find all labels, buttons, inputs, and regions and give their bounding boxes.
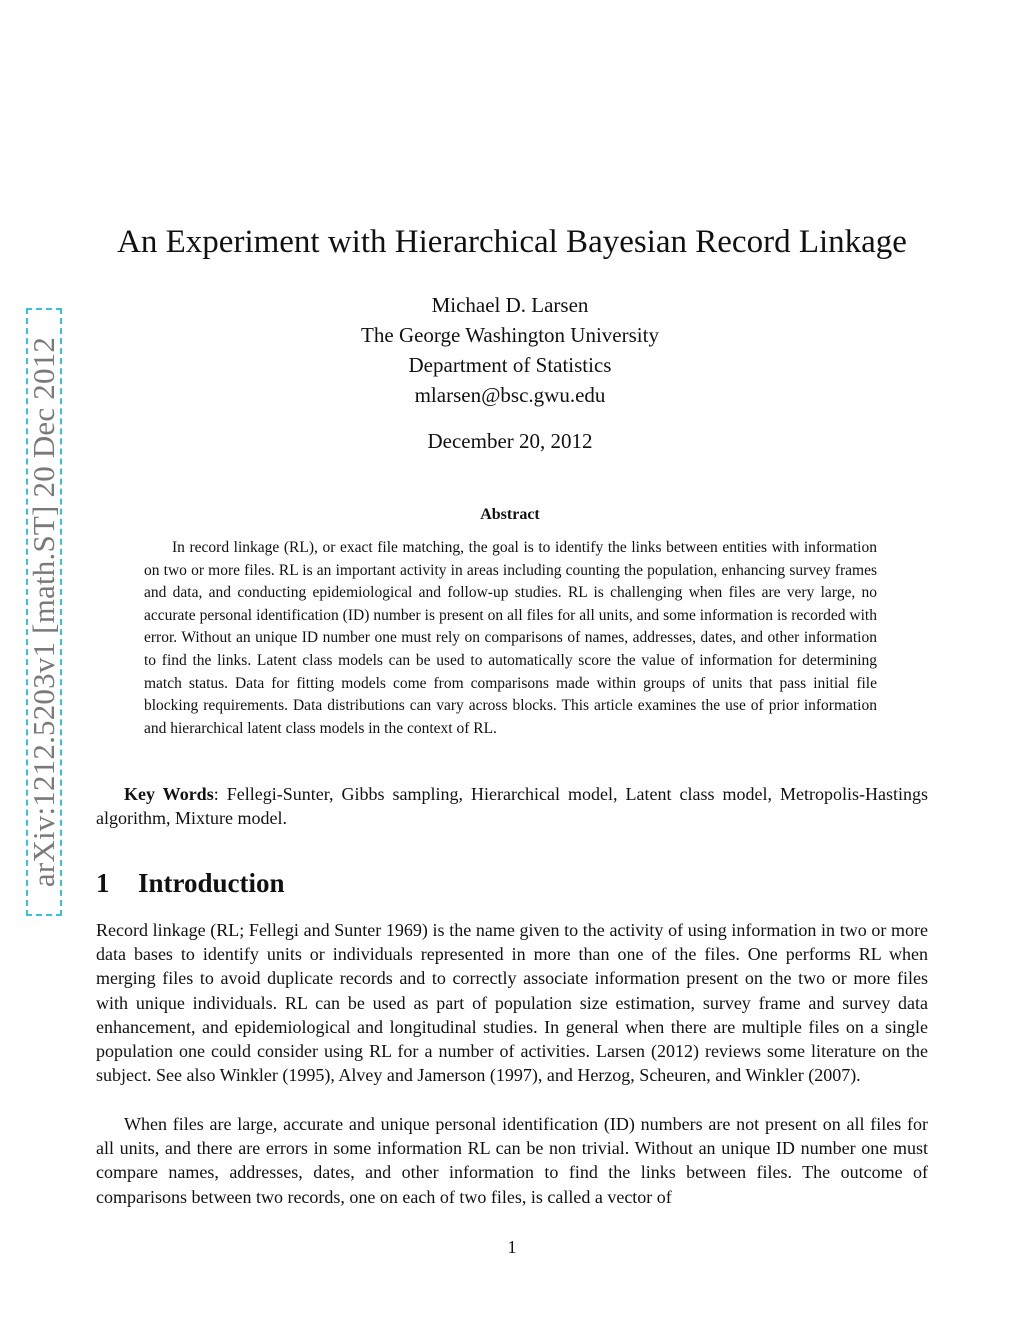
keywords-label: Key Words <box>124 784 214 804</box>
author-email: mlarsen@bsc.gwu.edu <box>414 383 606 407</box>
section-number: 1 <box>96 868 110 898</box>
paper-date: December 20, 2012 <box>427 429 593 453</box>
intro-paragraph-2: When files are large, accurate and unique personal identification (ID) numbers are not present on all files for all units, and there are errors in some information RL can be non trivial. Without an unique ID number one must compare names, addresses, dates, and other information to find the links between files. The outcome of comparisons between two records, one on each of two files, is called a vector of <box>96 1114 928 1207</box>
page-number: 1 <box>507 1237 517 1257</box>
keywords-text: : Fellegi-Sunter, Gibbs sampling, Hierarchical model, Latent class model, Metropolis-Hastings algorithm, Mixture model. <box>96 784 928 828</box>
section-title: Introduction <box>138 868 285 898</box>
section-heading <box>96 866 696 900</box>
author-department: Department of Statistics <box>408 353 612 377</box>
paper-title: An Experiment with Hierarchical Bayesian Record Linkage <box>117 224 907 260</box>
intro-paragraph-1: Record linkage (RL; Fellegi and Sunter 1969) is the name given to the activity of using information in two or more data bases to identify units or individuals represented in more than one of the files. One performs RL when merging files to avoid duplicate records and to correctly associate information present on the two or more files with unique individuals. RL can be used as part of population size estimation, survey frame and survey data enhancement, and epidemiological and longitudinal studies. In general when there are multiple files on a single population one could consider using RL for a number of activities. Larsen (2012) reviews some literature on the subject. See also Winkler (1995), Alvey and Jamerson (1997), and Herzog, Scheuren, and Winkler (2007). <box>96 920 928 1086</box>
author-name: Michael D. Larsen <box>431 293 589 317</box>
keywords <box>96 782 928 830</box>
arxiv-id: arXiv:1212.5203v1 [math.ST] 20 Dec 2012 <box>26 336 61 888</box>
abstract-heading: Abstract <box>480 506 540 523</box>
author-block <box>260 290 760 410</box>
author-affiliation: The George Washington University <box>361 323 659 347</box>
arxiv-stamp <box>26 308 62 916</box>
abstract-body: In record linkage (RL), or exact file matching, the goal is to identify the links between entities with information on two or more files. RL is an important activity in areas including counting the population, enhancing survey frames and data, and conducting epidemiological and follow-up studies. RL is challenging when files are very large, no accurate personal identification (ID) number is present on all files for all units, and some information is recorded with error. Without an unique ID number one must rely on comparisons of names, addresses, dates, and other information to find the links. Latent class models can be used to automatically score the value of information for determining match status. Data for fitting models come from comparisons made within groups of units that pass initial file blocking requirements. Data distributions can vary across blocks. This article examines the use of prior information and hierarchical latent class models in the context of RL. <box>144 539 877 737</box>
